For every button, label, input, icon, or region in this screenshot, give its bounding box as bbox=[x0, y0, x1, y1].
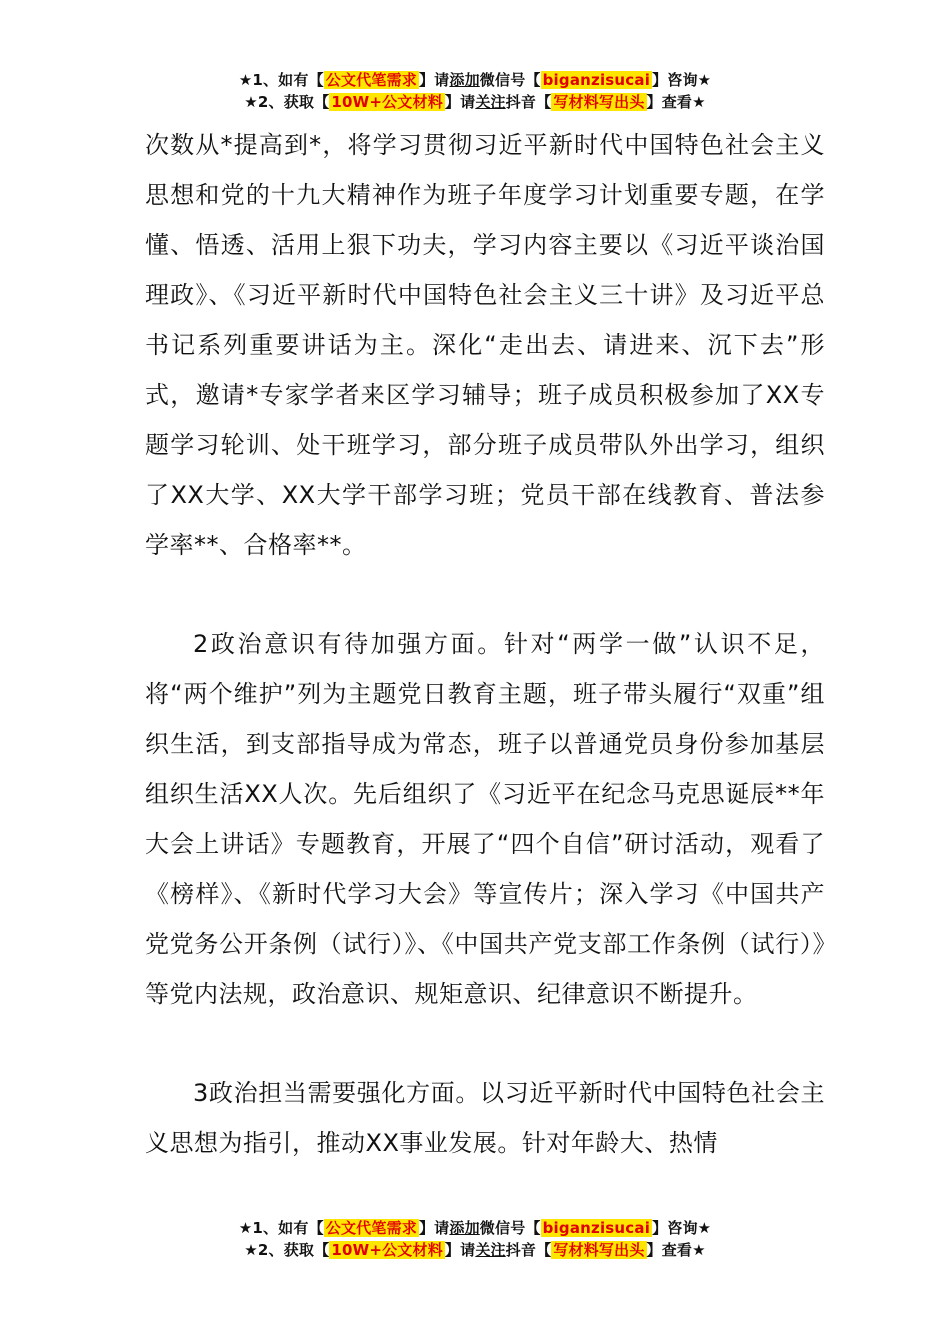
banner-text: ★1、如有【 bbox=[238, 1219, 324, 1237]
banner-text: 】请 bbox=[444, 93, 476, 111]
footer-banner bbox=[0, 1217, 950, 1261]
banner-highlight: 10W+公文材料 bbox=[331, 1241, 443, 1259]
paragraph-continued: 次数从*提高到*，将学习贯彻习近平新时代中国特色社会主义思想和党的十九大精神作为班子年度学习计划重要专题，在学懂、悟透、活用上狠下功夫，学习内容主要以《习近平谈治国理政》、《习近平新时代中国特色社会主义三十讲》及习近平总书记系列重要讲话为主。深化“走出去、请进来、沉下去”形式，邀请*专家学者来区学习辅导；班子成员积极参加了XX专题学习轮训、处干班学习，部分班子成员带队外出学习，组织了XX大学、XX大学干部学习班；党员干部在线教育、普法参学率**、合格率**。 bbox=[145, 131, 825, 559]
banner-text: 】咨询★ bbox=[652, 1219, 712, 1237]
banner-text: 微信号【 bbox=[479, 1219, 541, 1237]
banner-highlight: biganzisucai bbox=[542, 1219, 651, 1237]
banner-line-1 bbox=[0, 69, 950, 91]
banner-text: 】咨询★ bbox=[652, 71, 712, 89]
banner-line-2 bbox=[0, 91, 950, 113]
banner-text: ★1、如有【 bbox=[238, 71, 324, 89]
banner-underlined-text: 关注 bbox=[475, 1241, 506, 1259]
banner-underlined-text: 添加 bbox=[449, 1219, 480, 1237]
banner-text: 】查看★ bbox=[646, 1241, 706, 1259]
banner-line-1 bbox=[0, 1217, 950, 1239]
banner-text: 】请 bbox=[418, 71, 450, 89]
document-body bbox=[145, 120, 825, 1168]
banner-line-2 bbox=[0, 1239, 950, 1261]
banner-highlight: 写材料写出头 bbox=[553, 93, 645, 111]
header-banner bbox=[0, 69, 950, 113]
banner-text: 】请 bbox=[444, 1241, 476, 1259]
banner-text: 抖音【 bbox=[505, 1241, 552, 1259]
banner-text: ★2、获取【 bbox=[244, 1241, 330, 1259]
banner-highlight: 10W+公文材料 bbox=[331, 93, 443, 111]
banner-underlined-text: 关注 bbox=[475, 93, 506, 111]
banner-text: 微信号【 bbox=[479, 71, 541, 89]
banner-text: 】查看★ bbox=[646, 93, 706, 111]
paragraph-political-awareness: 2政治意识有待加强方面。针对“两学一做”认识不足，将“两个维护”列为主题党日教育主题，班子带头履行“双重”组织生活，到支部指导成为常态，班子以普通党员身份参加基层组织生活XX人次。先后组织了《习近平在纪念马克思诞辰**年大会上讲话》专题教育，开展了“四个自信”研讨活动，观看了《榜样》、《新时代学习大会》等宣传片；深入学习《中国共产党党务公开条例（试行）》、《中国共产党支部工作条例（试行）》等党内法规，政治意识、规矩意识、纪律意识不断提升。 bbox=[145, 630, 825, 1008]
banner-text: ★2、获取【 bbox=[244, 93, 330, 111]
paragraph-political-responsibility: 3政治担当需要强化方面。以习近平新时代中国特色社会主义思想为指引，推动XX事业发展。针对年龄大、热情 bbox=[145, 1079, 825, 1157]
banner-highlight: 公文代笔需求 bbox=[325, 71, 417, 89]
banner-underlined-text: 添加 bbox=[449, 71, 480, 89]
banner-highlight: 公文代笔需求 bbox=[325, 1219, 417, 1237]
banner-highlight: 写材料写出头 bbox=[553, 1241, 645, 1259]
banner-highlight: biganzisucai bbox=[542, 71, 651, 89]
banner-text: 】请 bbox=[418, 1219, 450, 1237]
banner-text: 抖音【 bbox=[505, 93, 552, 111]
